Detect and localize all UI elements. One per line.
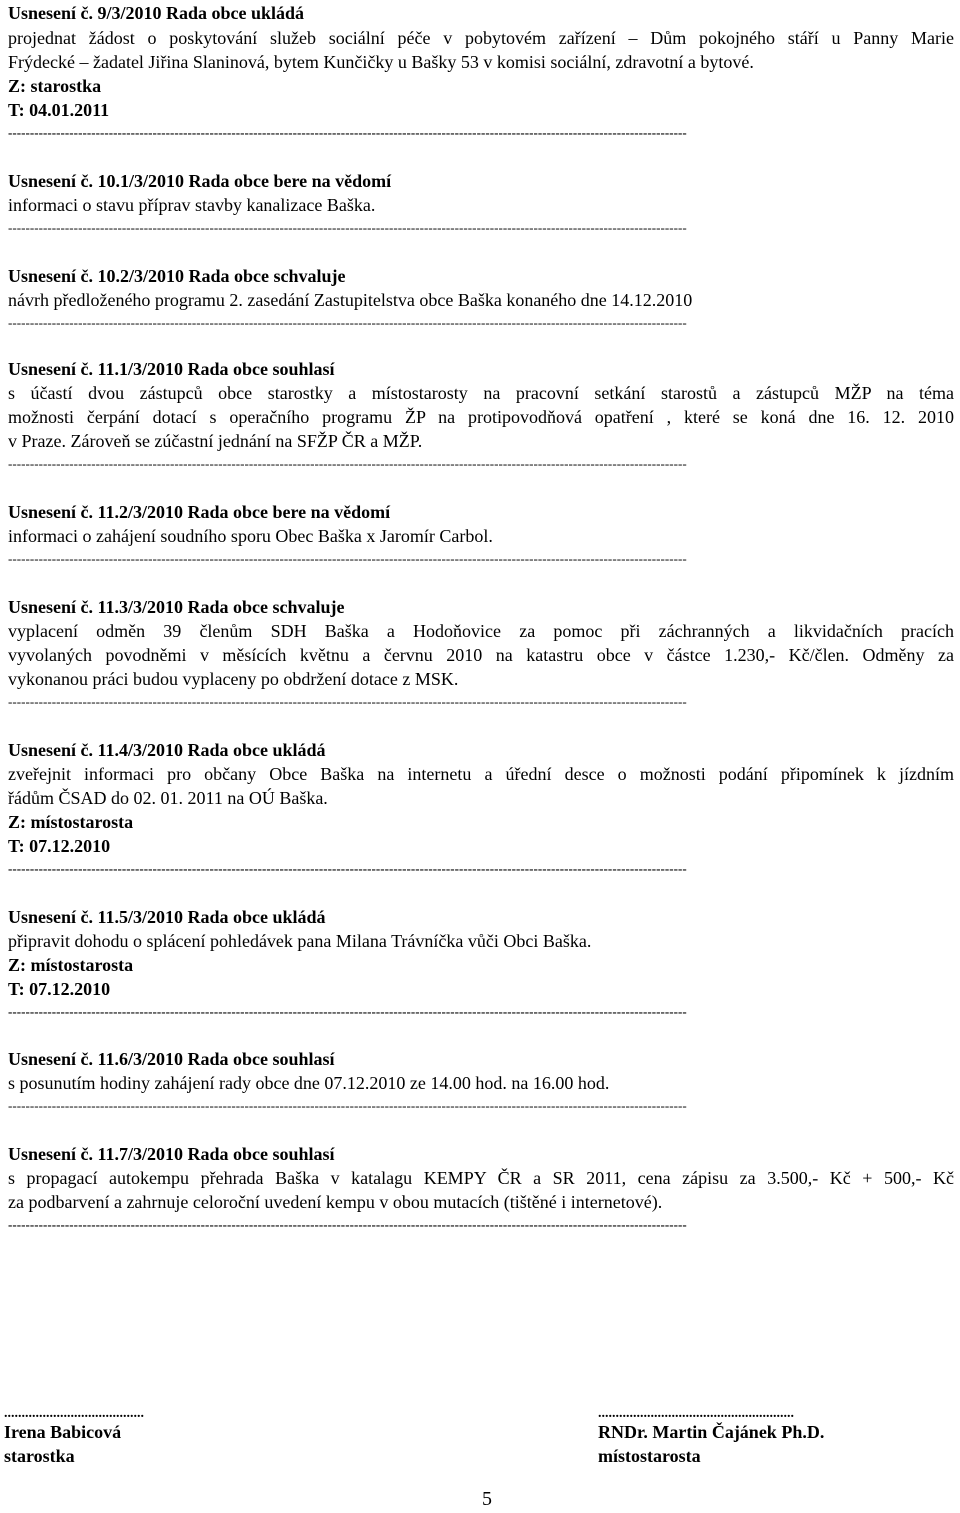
resolution-heading: Usnesení č. 10.2/3/2010 Rada obce schvaluje bbox=[8, 266, 346, 286]
resolution-text: s posunutím hodiny zahájení rady obce dne 07.12.2010 ze 14.00 hod. na 16.00 hod. bbox=[8, 1073, 610, 1093]
resolution-text: s propagací autokempu přehrada Baška v katalagu KEMPY ČR a SR 2011, cena zápisu za 3.500,- Kč + 500,- Kč bbox=[8, 1168, 954, 1188]
resolution-heading: Usnesení č. 11.1/3/2010 Rada obce souhlasí bbox=[8, 359, 335, 379]
separator-line: ----------------------------------------------------------------------------------------------------------------------------------------------------------- bbox=[8, 221, 687, 235]
resolution-heading: Usnesení č. 11.6/3/2010 Rada obce souhlasí bbox=[8, 1049, 335, 1069]
deadline: T: 04.01.2011 bbox=[8, 100, 110, 120]
deadline: T: 07.12.2010 bbox=[8, 836, 111, 856]
resolution-text: vyvolaných povodněmi v měsících květnu a červnu 2010 na katastru obce v částce 1.230,- Kč/člen. Odměny za bbox=[8, 645, 954, 665]
resolution-text: návrh předloženého programu 2. zasedání Zastupitelstva obce Baška konaného dne 14.12.2010 bbox=[8, 290, 693, 310]
resolution-text: zveřejnit informaci pro občany Obce Baška na internetu a úřední desce o možnosti podání připomínek k jízdním bbox=[8, 764, 954, 784]
resolution-text: vykonanou práci budou vyplaceny po obdržení dotace z MSK. bbox=[8, 669, 459, 689]
resolution-heading: Usnesení č. 11.4/3/2010 Rada obce ukládá bbox=[8, 740, 326, 760]
signature-dots-left: ........................................ bbox=[4, 1406, 144, 1421]
resolution-text: v Praze. Zároveň se zúčastní jednání na SFŽP ČR a MŽP. bbox=[8, 431, 423, 451]
resolution-heading: Usnesení č. 10.1/3/2010 Rada obce bere na vědomí bbox=[8, 171, 392, 191]
separator-line: ----------------------------------------------------------------------------------------------------------------------------------------------------------- bbox=[8, 1218, 687, 1232]
separator-line: ----------------------------------------------------------------------------------------------------------------------------------------------------------- bbox=[8, 457, 687, 471]
resolution-text: připravit dohodu o splácení pohledávek pana Milana Trávníčka vůči Obci Baška. bbox=[8, 931, 592, 951]
resolution-text: projednat žádost o poskytování služeb sociální péče v pobytovém zařízení – Dům pokojného stáří u Panny Marie bbox=[8, 28, 954, 48]
resolution-text: informaci o stavu příprav stavby kanalizace Baška. bbox=[8, 195, 376, 215]
signature-role-left: starostka bbox=[4, 1446, 75, 1466]
resolution-text: Frýdecké – žadatel Jiřina Slaninová, bytem Kunčičky u Bašky 53 v komisi sociální, zdravotní a bytové. bbox=[8, 52, 754, 72]
resolution-heading: Usnesení č. 11.3/3/2010 Rada obce schvaluje bbox=[8, 597, 345, 617]
resolution-text: s účastí dvou zástupců obce starostky a místostarosty na pracovní setkání starostů a zástupců MŽP na téma bbox=[8, 383, 954, 403]
responsible-person: Z: místostarosta bbox=[8, 955, 134, 975]
separator-line: ----------------------------------------------------------------------------------------------------------------------------------------------------------- bbox=[8, 316, 687, 330]
signature-dots-right: ........................................................ bbox=[598, 1406, 794, 1421]
signature-name-left: Irena Babicová bbox=[4, 1422, 122, 1442]
separator-line: ----------------------------------------------------------------------------------------------------------------------------------------------------------- bbox=[8, 1005, 687, 1019]
signature-role-right: místostarosta bbox=[598, 1446, 701, 1466]
signature-name-right: RNDr. Martin Čajánek Ph.D. bbox=[598, 1422, 825, 1442]
separator-line: ----------------------------------------------------------------------------------------------------------------------------------------------------------- bbox=[8, 1099, 687, 1113]
resolution-heading: Usnesení č. 11.2/3/2010 Rada obce bere na vědomí bbox=[8, 502, 391, 522]
resolution-heading: Usnesení č. 11.7/3/2010 Rada obce souhlasí bbox=[8, 1144, 335, 1164]
resolution-text: řádům ČSAD do 02. 01. 2011 na OÚ Baška. bbox=[8, 788, 328, 808]
page-number: 5 bbox=[482, 1488, 492, 1510]
separator-line: ----------------------------------------------------------------------------------------------------------------------------------------------------------- bbox=[8, 126, 687, 140]
separator-line: ----------------------------------------------------------------------------------------------------------------------------------------------------------- bbox=[8, 552, 687, 566]
separator-line: ----------------------------------------------------------------------------------------------------------------------------------------------------------- bbox=[8, 862, 687, 876]
deadline: T: 07.12.2010 bbox=[8, 979, 111, 999]
resolution-text: za podbarvení a zahrnuje celoroční uvedení kempu v obou mutacích (tištěné i internetové). bbox=[8, 1192, 663, 1212]
responsible-person: Z: starostka bbox=[8, 76, 102, 96]
resolution-heading: Usnesení č. 11.5/3/2010 Rada obce ukládá bbox=[8, 907, 326, 927]
resolution-text: informaci o zahájení soudního sporu Obec Baška x Jaromír Carbol. bbox=[8, 526, 493, 546]
separator-line: ----------------------------------------------------------------------------------------------------------------------------------------------------------- bbox=[8, 695, 687, 709]
resolution-text: vyplacení odměn 39 členům SDH Baška a Hodoňovice za pomoc při záchranných a likvidačních pracích bbox=[8, 621, 954, 641]
resolution-text: možnosti čerpání dotací s operačního programu ŽP na protipovodňová opatření , které se koná dne 16. 12. 2010 bbox=[8, 407, 954, 427]
resolution-heading: Usnesení č. 9/3/2010 Rada obce ukládá bbox=[8, 3, 305, 23]
responsible-person: Z: místostarosta bbox=[8, 812, 134, 832]
